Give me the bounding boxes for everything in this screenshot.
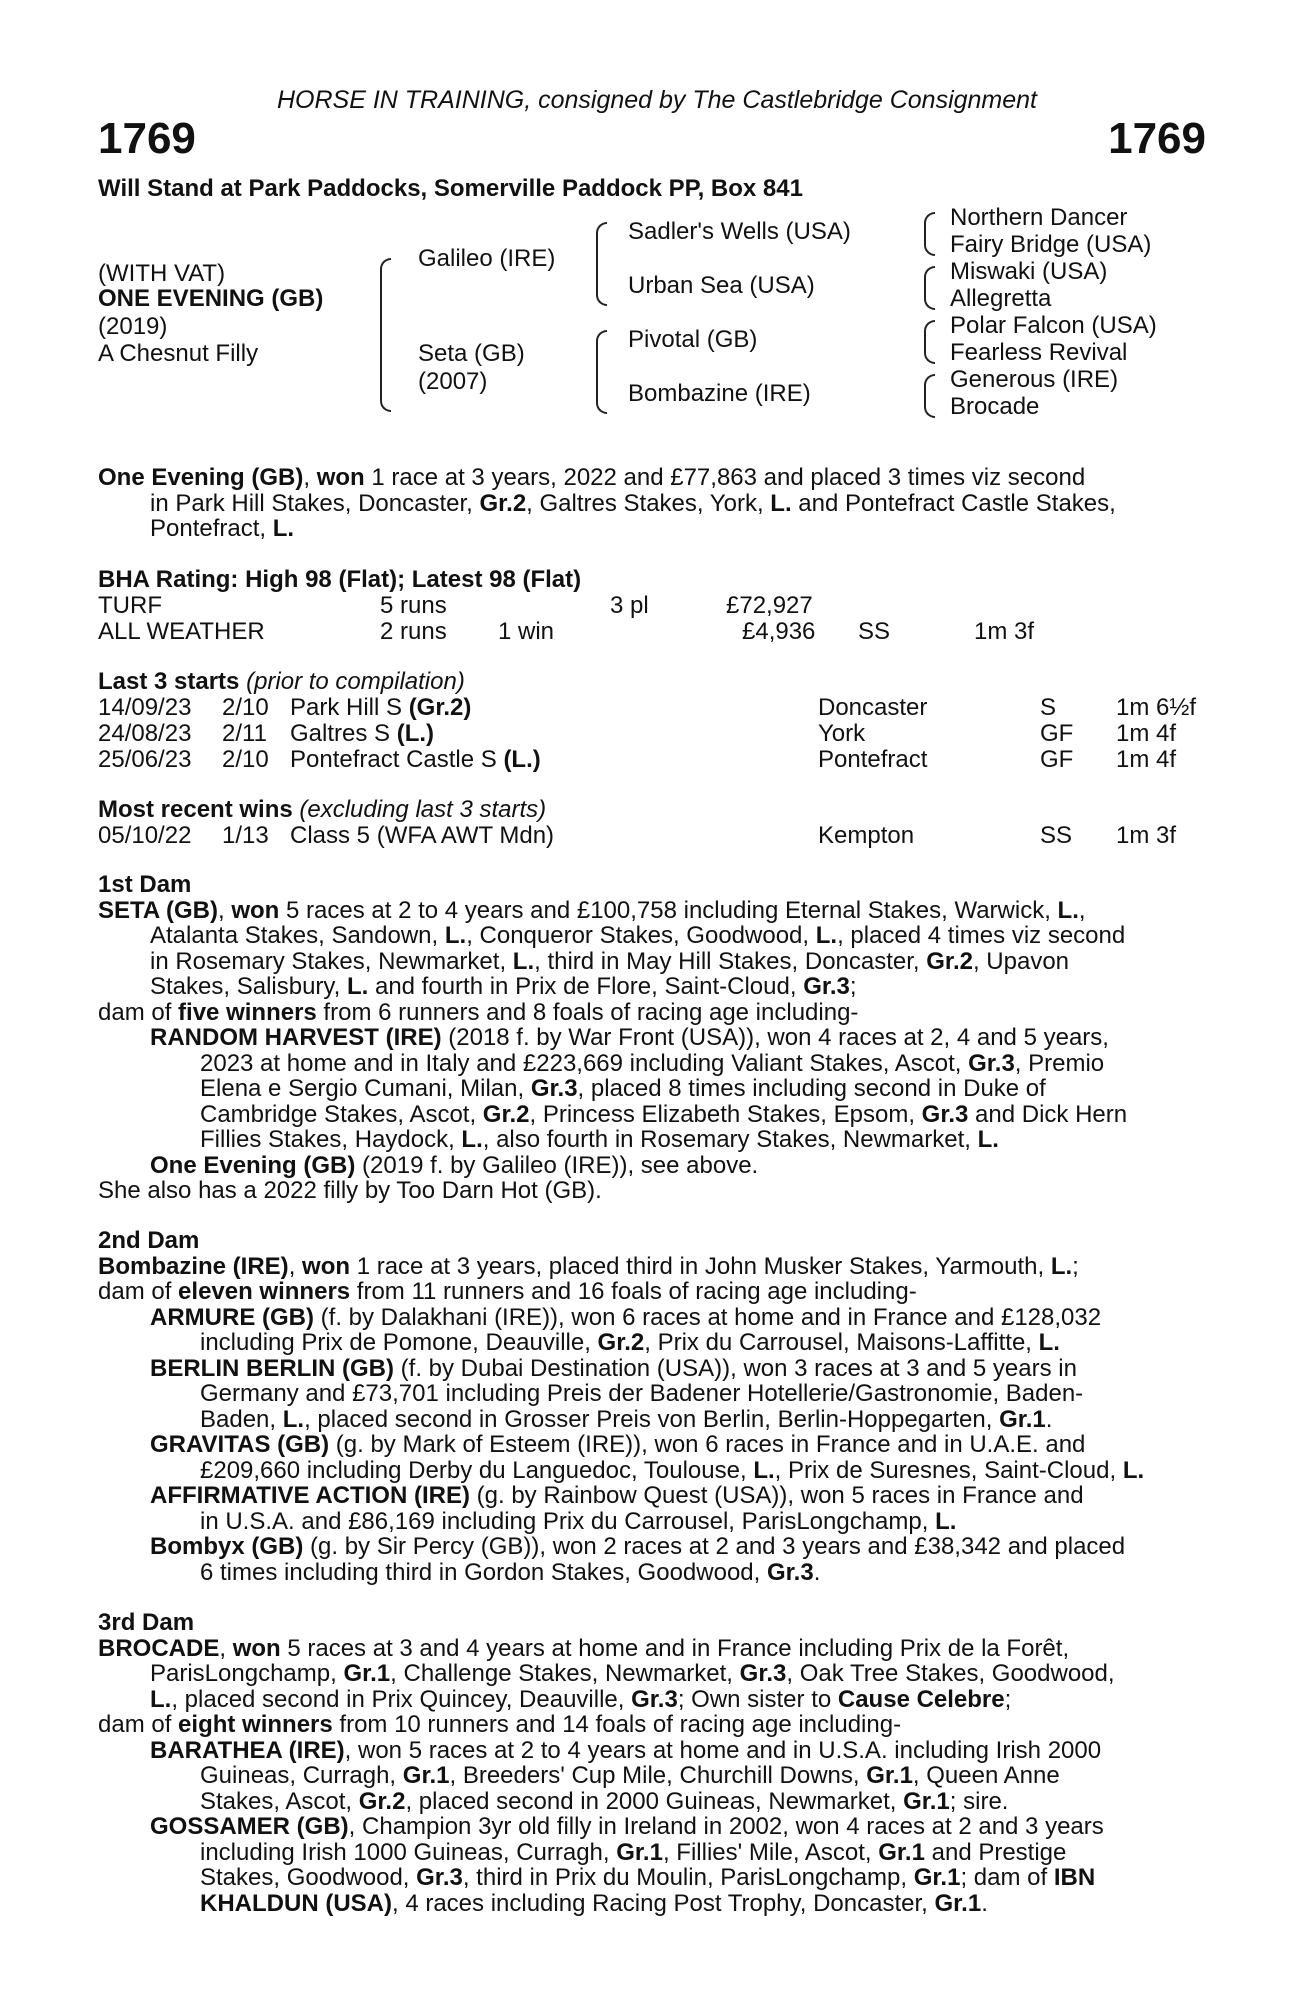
horse-year: (2019) — [98, 313, 168, 340]
lot-number-left: 1769 — [98, 114, 196, 163]
win-date: 05/10/22 — [98, 822, 192, 849]
rating-runs: 2 runs — [380, 618, 447, 645]
brace-dam-line — [596, 330, 607, 414]
rating-surface: TURF — [98, 592, 162, 619]
granddam-1: Urban Sea (USA) — [628, 272, 815, 299]
great-grandparent-5: Polar Falcon (USA) — [950, 312, 1157, 339]
brace-ggp-2 — [924, 266, 935, 310]
second-dam-heading: 2nd Dam — [98, 1227, 200, 1254]
start-distance: 1m 4f — [1116, 746, 1177, 773]
second-dam-section: 2nd Dam Bombazine (IRE), won 1 race at 3 years, placed third in John Musker Stakes, Yarmouth, L.; dam of eleven winners from 11 runners and 16 foals of racing age including- ARMURE (GB) (f. by Dalakhani (IRE)), won 6 races at home and in France and £128,032 including Prix de Pomone, Deauville, Gr.2, Prix du Carrousel, Maisons-Laffitte, L. BERLIN BERLIN (GB) (f. by Dubai Destination (USA)), won 3 races at 3 and 5 years in Germany and £73,701 including Preis der Badener Hotellerie/Gastronomie, Baden- Baden, L., placed second in Grosser Preis von Berlin, Berlin-Hoppegarten, Gr.1. GRAVITAS (GB) (g. by Mark of Esteem (IRE)), won 6 races in France and in U.A.E. and £209,660 including Derby du Languedoc, Toulouse, L., Prix de Suresnes, Saint-Cloud, L. AFFIRMATIVE ACTION (IRE) (g. by Rainbow Quest (USA)), won 5 races in France and in U.S.A. and £86,169 including Prix du Carrousel, ParisLongchamp, L. Bombyx (GB) (g. by Sir Percy (GB)), won 2 races at 2 and 3 years and £38,342 and placed 6 times including third in Gordon Stakes, Goodwood, Gr.3. — [98, 1228, 1198, 1585]
brace-ggp-3 — [924, 320, 935, 364]
brace-ggp-1 — [924, 212, 935, 256]
win-position: 1/13 — [222, 822, 269, 849]
great-grandparent-3: Miswaki (USA) — [950, 258, 1108, 285]
race-summary: One Evening (GB), won 1 race at 3 years, 2022 and £77,863 and placed 3 times viz second in Park Hill Stakes, Doncaster, Gr.2, Galtres Stakes, York, L. and Pontefract Castle Stakes, Pontefract, L. — [98, 464, 1116, 542]
stabling-info: Will Stand at Park Paddocks, Somerville Paddock PP, Box 841 — [98, 175, 803, 202]
rating-prize: £4,936 — [742, 618, 816, 645]
start-race: Galtres S (L.) — [290, 720, 435, 747]
start-going: GF — [1040, 746, 1074, 773]
first-dam-heading: 1st Dam — [98, 871, 192, 898]
win-course: Kempton — [818, 822, 915, 849]
start-position: 2/10 — [222, 746, 269, 773]
great-grandparent-7: Generous (IRE) — [950, 366, 1119, 393]
grandsire-1: Sadler's Wells (USA) — [628, 218, 851, 245]
dam-year: (2007) — [418, 368, 488, 395]
great-grandparent-4: Allegretta — [950, 285, 1052, 312]
start-date: 14/09/23 — [98, 694, 192, 721]
start-position: 2/10 — [222, 694, 269, 721]
rating-prize: £72,927 — [726, 592, 813, 619]
first-dam-section: 1st Dam SETA (GB), won 5 races at 2 to 4 years and £100,758 including Eternal Stakes, Warwick, L., Atalanta Stakes, Sandown, L., Conqueror Stakes, Goodwood, L., placed 4 times viz second in Rosemary Stakes, Newmarket, L., third in May Hill Stakes, Doncaster, Gr.2, Upavon Stakes, Salisbury, L. and fourth in Prix de Flore, Saint-Cloud, Gr.3; dam of five winners from 6 runners and 8 foals of racing age including- RANDOM HARVEST (IRE) (2018 f. by War Front (USA)), won 4 races at 2, 4 and 5 years, 2023 at home and in Italy and £223,669 including Valiant Stakes, Ascot, Gr.3, Premio Elena e Sergio Cumani, Milan, Gr.3, placed 8 times including second in Duke of Cambridge Stakes, Ascot, Gr.2, Princess Elizabeth Stakes, Epsom, Gr.3 and Dick Hern Fillies Stakes, Haydock, L., also fourth in Rosemary Stakes, Newmarket, L. One Evening (GB) (2019 f. by Galileo (IRE)), see above. She also has a 2022 filly by Too Darn Hot (GB). — [98, 872, 1198, 1204]
great-grandparent-6: Fearless Revival — [950, 339, 1128, 366]
start-date: 24/08/23 — [98, 720, 192, 747]
rating-title: BHA Rating: High 98 (Flat); Latest 98 (Flat) — [98, 566, 582, 593]
rating-runs: 5 runs — [380, 592, 447, 619]
great-grandparent-1: Northern Dancer — [950, 204, 1128, 231]
rating-going: SS — [858, 618, 891, 645]
sire-name: Galileo (IRE) — [418, 245, 556, 272]
win-race: Class 5 (WFA AWT Mdn) — [290, 822, 555, 849]
horse-name: ONE EVENING (GB) — [98, 285, 324, 312]
consignor-line: HORSE IN TRAINING, consigned by The Castlebridge Consignment — [276, 86, 1038, 114]
rating-surface: ALL WEATHER — [98, 618, 265, 645]
recent-wins-title: Most recent wins (excluding last 3 starts) — [98, 796, 547, 823]
last-starts-title: Last 3 starts (prior to compilation) — [98, 668, 465, 695]
grandsire-2: Pivotal (GB) — [628, 326, 758, 353]
start-distance: 1m 4f — [1116, 720, 1177, 747]
start-course: Pontefract — [818, 746, 928, 773]
win-going: SS — [1040, 822, 1073, 849]
third-dam-section: 3rd Dam BROCADE, won 5 races at 3 and 4 years at home and in France including Prix de la Forêt, ParisLongchamp, Gr.1, Challenge Stakes, Newmarket, Gr.3, Oak Tree Stakes, Goodwood, L., placed second in Prix Quincey, Deauville, Gr.3; Own sister to Cause Celebre; dam of eight winners from 10 runners and 14 foals of racing age including- BARATHEA (IRE), won 5 races at 2 to 4 years at home and in U.S.A. including Irish 2000 Guineas, Curragh, Gr.1, Breeders' Cup Mile, Churchill Downs, Gr.1, Queen Anne Stakes, Ascot, Gr.2, placed second in 2000 Guineas, Newmarket, Gr.1; sire. GOSSAMER (GB), Champion 3yr old filly in Ireland in 2002, won 4 races at 2 and 3 years including Irish 1000 Guineas, Curragh, Gr.1, Fillies' Mile, Ascot, Gr.1 and Prestige Stakes, Goodwood, Gr.3, third in Prix du Moulin, ParisLongchamp, Gr.1; dam of IBN KHALDUN (USA), 4 races including Racing Post Trophy, Doncaster, Gr.1. — [98, 1610, 1198, 1916]
start-position: 2/11 — [222, 720, 267, 747]
rating-placed: 3 pl — [610, 592, 649, 619]
start-course: Doncaster — [818, 694, 928, 721]
lot-number-right: 1769 — [1108, 114, 1206, 163]
rating-distance: 1m 3f — [974, 618, 1035, 645]
rating-wins: 1 win — [498, 618, 555, 645]
start-race: Park Hill S (Gr.2) — [290, 694, 472, 721]
third-dam-heading: 3rd Dam — [98, 1609, 195, 1636]
brace-sire-line — [596, 222, 607, 306]
start-going: S — [1040, 694, 1057, 721]
start-date: 25/06/23 — [98, 746, 192, 773]
start-distance: 1m 6½f — [1116, 694, 1197, 721]
dam-name: Seta (GB) — [418, 340, 525, 367]
start-going: GF — [1040, 720, 1074, 747]
granddam-2: Bombazine (IRE) — [628, 380, 811, 407]
brace-sire-dam — [380, 258, 391, 412]
horse-description: A Chesnut Filly — [98, 340, 259, 367]
win-distance: 1m 3f — [1116, 822, 1177, 849]
brace-ggp-4 — [924, 374, 935, 418]
great-grandparent-8: Brocade — [950, 393, 1040, 420]
vat-note: (WITH VAT) — [98, 260, 226, 287]
start-course: York — [818, 720, 866, 747]
great-grandparent-2: Fairy Bridge (USA) — [950, 231, 1152, 258]
start-race: Pontefract Castle S (L.) — [290, 746, 541, 773]
